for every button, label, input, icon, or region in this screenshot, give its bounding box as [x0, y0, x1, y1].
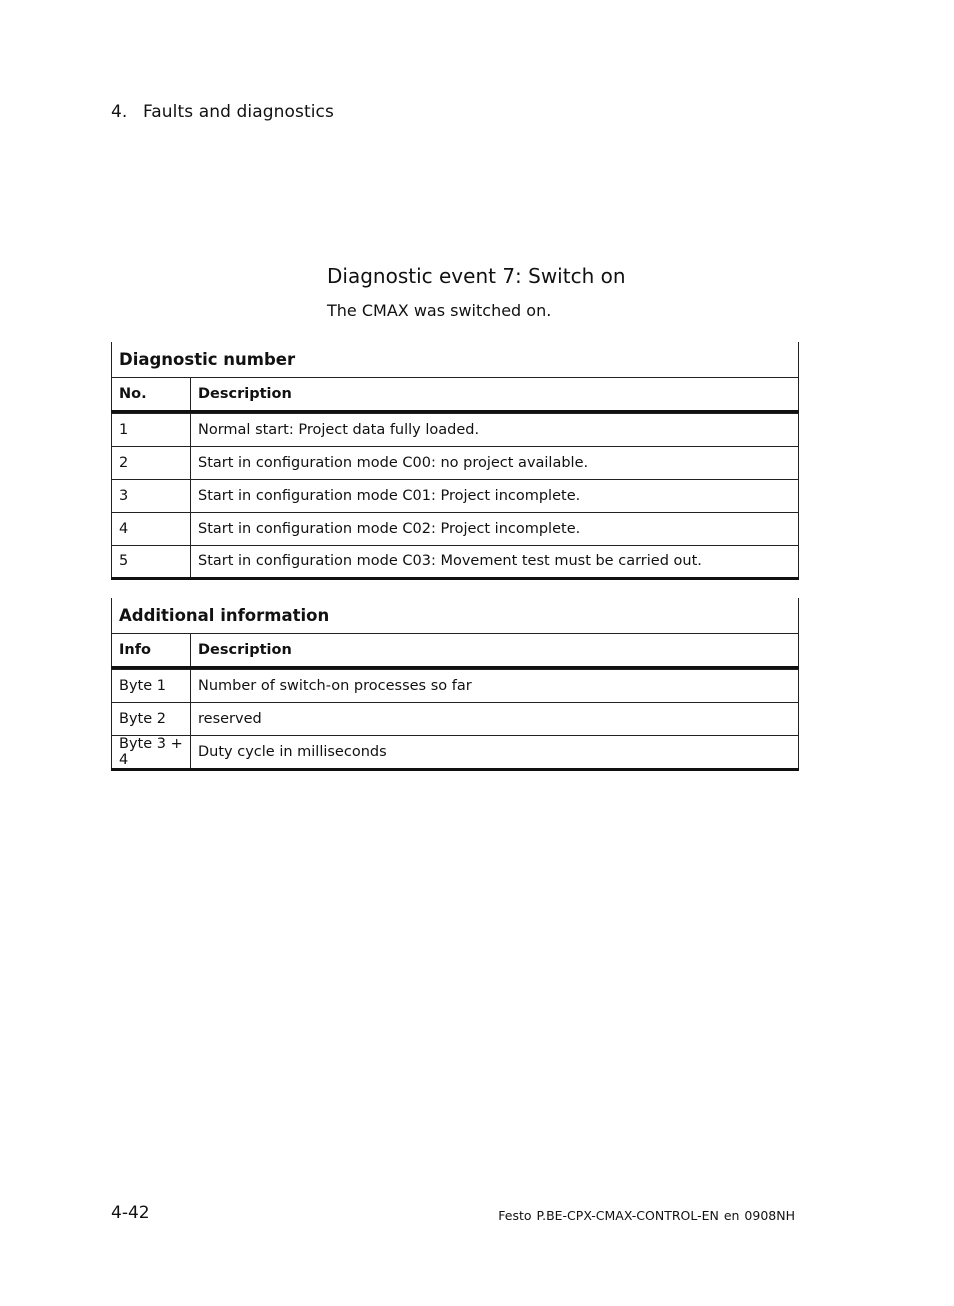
cell-description: reserved: [191, 702, 799, 735]
table-row: [112, 735, 799, 769]
column-header-description: Description: [191, 633, 799, 667]
section-intro: The CMAX was switched on.: [327, 301, 552, 320]
table-caption-row: [112, 598, 799, 633]
table-row: [112, 479, 799, 512]
table-header-row: [112, 377, 799, 411]
cell-no: 4: [112, 512, 191, 545]
section-title: Diagnostic event 7: Switch on: [327, 264, 626, 288]
table-row: [112, 702, 799, 735]
column-header-info: Info: [112, 633, 191, 667]
cell-info: Byte 3 + 4: [112, 735, 191, 769]
cell-description: Start in configuration mode C03: Movement test must be carried out.: [191, 545, 799, 578]
cell-no: 2: [112, 446, 191, 479]
table-row: [112, 545, 799, 578]
cell-info: Byte 1: [112, 669, 191, 702]
chapter-heading: [111, 102, 334, 122]
cell-description: Start in configuration mode C01: Project incomplete.: [191, 479, 799, 512]
table-row: [112, 413, 799, 446]
page-number: 4-42: [111, 1203, 150, 1223]
column-header-no: No.: [112, 377, 191, 411]
table-row: [112, 669, 799, 702]
cell-description: Start in configuration mode C02: Project incomplete.: [191, 512, 799, 545]
diagnostic-number-table: [111, 342, 799, 580]
chapter-title: Faults and diagnostics: [142, 102, 334, 122]
column-header-description: Description: [191, 377, 799, 411]
cell-description: Duty cycle in milliseconds: [191, 735, 799, 769]
table-row: [112, 446, 799, 479]
table-header-row: [112, 633, 799, 667]
chapter-number: 4.: [111, 102, 128, 122]
cell-no: 5: [112, 545, 191, 578]
table-caption: Additional information: [112, 598, 799, 633]
table-caption-row: [112, 342, 799, 377]
additional-information-table: [111, 598, 799, 771]
cell-description: Number of switch-on processes so far: [191, 669, 799, 702]
cell-no: 1: [112, 413, 191, 446]
cell-info: Byte 2: [112, 702, 191, 735]
cell-description: Normal start: Project data fully loaded.: [191, 413, 799, 446]
table-row: [112, 512, 799, 545]
cell-description: Start in configuration mode C00: no project available.: [191, 446, 799, 479]
footer-document-id: Festo P.BE-CPX-CMAX-CONTROL-EN en 0908NH: [498, 1208, 795, 1223]
table-caption: Diagnostic number: [112, 342, 799, 377]
cell-no: 3: [112, 479, 191, 512]
